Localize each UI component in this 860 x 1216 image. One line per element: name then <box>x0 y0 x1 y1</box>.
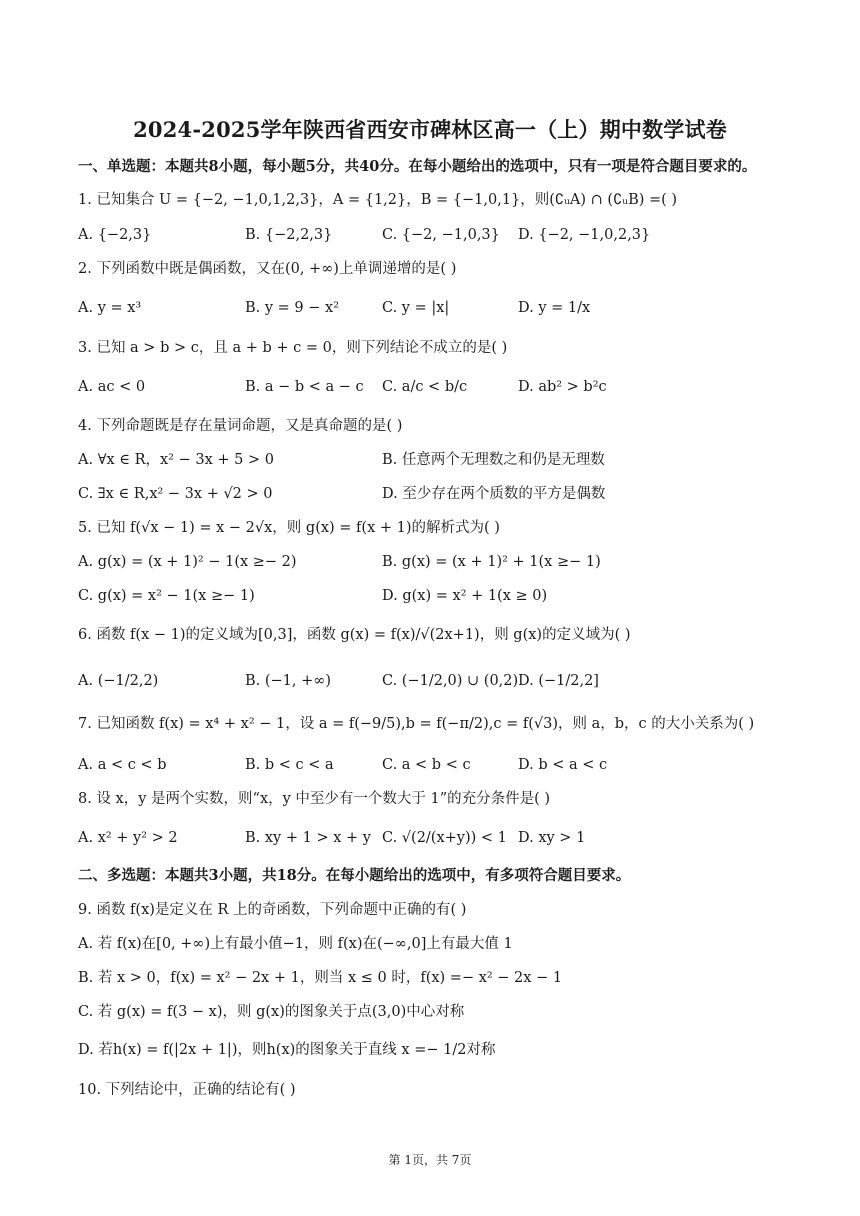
question-8-option-b: B. xy + 1 > x + y <box>245 830 371 846</box>
question-7-option-b: B. b < c < a <box>245 757 334 773</box>
question-1-stem: 1. 已知集合 U = {−2, −1,0,1,2,3}，A = {1,2}，B = {−1,0,1}，则(∁ᵤA) ∩ (∁ᵤB) =( ) <box>78 192 678 208</box>
page-footer: 第 1页，共 7页 <box>388 1153 472 1167</box>
question-5-stem: 5. 已知 f(√x − 1) = x − 2√x，则 g(x) = f(x + 1)的解析式为( ) <box>78 520 500 536</box>
question-1-option-d: D. {−2, −1,0,2,3} <box>518 227 651 243</box>
question-2-option-c: C. y = |x| <box>382 300 450 316</box>
question-8-option-d: D. xy > 1 <box>518 830 586 846</box>
question-7-option-a: A. a < c < b <box>78 757 167 773</box>
question-3-option-c: C. a/c < b/c <box>382 379 468 395</box>
question-7-option-d: D. b < a < c <box>518 757 608 773</box>
question-4-option-d: D. 至少存在两个质数的平方是偶数 <box>382 486 606 502</box>
question-2-option-b: B. y = 9 − x² <box>245 300 340 316</box>
question-8-stem: 8. 设 x，y 是两个实数，则“x，y 中至少有一个数大于 1”的充分条件是( ) <box>78 791 551 807</box>
page-title: 2024-2025学年陕西省西安市碑林区高一（上）期中数学试卷 <box>133 117 727 142</box>
question-3-option-d: D. ab² > b²c <box>518 379 607 395</box>
question-6-option-d: D. (−1/2,2] <box>518 673 599 689</box>
question-9-option-d: D. 若h(x) = f(|2x + 1|)，则h(x)的图象关于直线 x =− 1/2对称 <box>78 1042 496 1058</box>
question-6-option-a: A. (−1/2,2) <box>78 673 159 689</box>
question-3-option-a: A. ac < 0 <box>78 379 146 395</box>
question-5-option-a: A. g(x) = (x + 1)² − 1(x ≥− 2) <box>78 554 297 570</box>
question-2-option-a: A. y = x³ <box>78 300 142 316</box>
question-7-stem: 7. 已知函数 f(x) = x⁴ + x² − 1，设 a = f(−9/5),b = f(−π/2),c = f(√3)，则 a，b，c 的大小关系为( ) <box>78 716 755 732</box>
question-5-option-c: C. g(x) = x² − 1(x ≥− 1) <box>78 588 255 604</box>
question-5-option-b: B. g(x) = (x + 1)² + 1(x ≥− 1) <box>382 554 601 570</box>
question-7-option-c: C. a < b < c <box>382 757 471 773</box>
question-3-option-b: B. a − b < a − c <box>245 379 364 395</box>
question-1-option-b: B. {−2,2,3} <box>245 227 333 243</box>
question-4-option-a: A. ∀x ∈ R，x² − 3x + 5 > 0 <box>78 452 274 468</box>
question-1-option-a: A. {−2,3} <box>78 227 152 243</box>
question-4-option-c: C. ∃x ∈ R,x² − 3x + √2 > 0 <box>78 486 273 502</box>
question-6-option-c: C. (−1/2,0) ∪ (0,2) <box>382 673 519 689</box>
question-9-stem: 9. 函数 f(x)是定义在 R 上的奇函数，下列命题中正确的有( ) <box>78 902 467 918</box>
question-10-stem: 10. 下列结论中，正确的结论有( ) <box>78 1082 296 1098</box>
section-single-choice-heading: 一、单选题：本题共8小题，每小题5分，共40分。在每小题给出的选项中，只有一项是符合题目要求的。 <box>78 158 757 175</box>
question-3-stem: 3. 已知 a > b > c，且 a + b + c = 0，则下列结论不成立的是( ) <box>78 340 508 356</box>
question-9-option-a: A. 若 f(x)在[0, +∞)上有最小值−1，则 f(x)在(−∞,0]上有最大值 1 <box>78 936 513 952</box>
question-6-option-b: B. (−1, +∞) <box>245 673 332 689</box>
question-4-stem: 4. 下列命题既是存在量词命题，又是真命题的是( ) <box>78 418 403 434</box>
question-9-option-b: B. 若 x > 0，f(x) = x² − 2x + 1，则当 x ≤ 0 时，f(x) =− x² − 2x − 1 <box>78 970 563 986</box>
question-9-option-c: C. 若 g(x) = f(3 − x)，则 g(x)的图象关于点(3,0)中心对称 <box>78 1004 465 1020</box>
question-1-option-c: C. {−2, −1,0,3} <box>382 227 500 243</box>
question-8-option-c: C. √(2/(x+y)) < 1 <box>382 830 507 846</box>
question-5-option-d: D. g(x) = x² + 1(x ≥ 0) <box>382 588 548 604</box>
question-2-stem: 2. 下列函数中既是偶函数，又在(0, +∞)上单调递增的是( ) <box>78 261 457 277</box>
question-4-option-b: B. 任意两个无理数之和仍是无理数 <box>382 452 605 468</box>
question-6-stem: 6. 函数 f(x − 1)的定义域为[0,3]，函数 g(x) = f(x)/√(2x+1)，则 g(x)的定义域为( ) <box>78 627 631 643</box>
question-2-option-d: D. y = 1/x <box>518 300 591 316</box>
question-8-option-a: A. x² + y² > 2 <box>78 830 178 846</box>
section-multiple-choice-heading: 二、多选题：本题共3小题，共18分。在每小题给出的选项中，有多项符合题目要求。 <box>78 867 631 884</box>
